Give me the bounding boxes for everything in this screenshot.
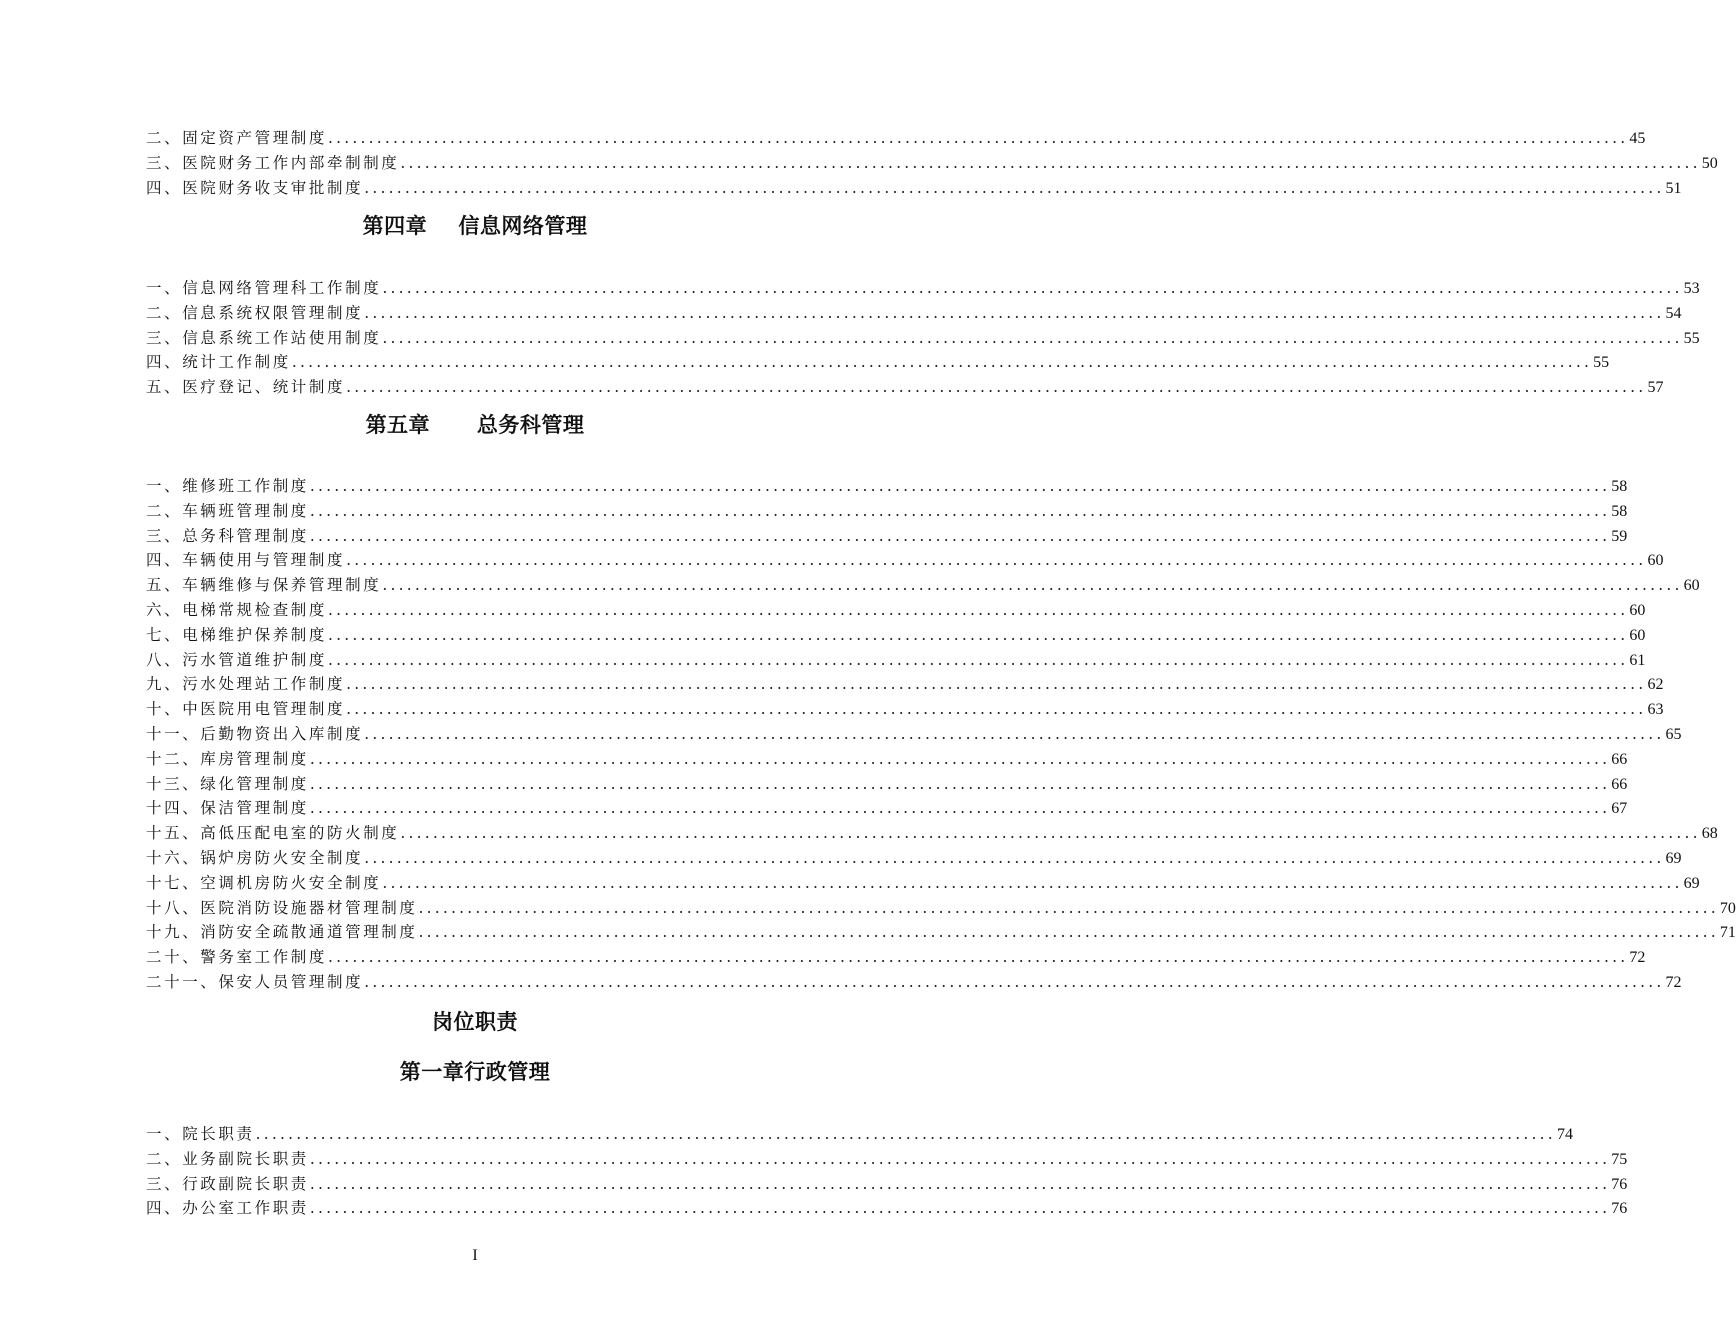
toc-entry[interactable] [146, 151, 1718, 176]
toc-leader-dots: ................................................................................................................................................................ [328, 625, 1629, 644]
toc-leader-dots: ................................................................................................................................................................ [382, 279, 1683, 297]
toc-entry-page: 50 [1701, 154, 1718, 172]
toc-leader-dots: ................................................................................................................................................................ [400, 824, 1701, 843]
toc-entry-title: 九、污水处理站工作制度 [146, 675, 346, 694]
toc-entry-title: 七、电梯维护保养制度 [146, 625, 328, 644]
toc-entry[interactable] [146, 970, 1682, 995]
toc-entry-title: 十八、医院消防设施器材管理制度 [146, 898, 418, 917]
toc-entry[interactable] [146, 524, 1628, 549]
toc-entry-title: 二、业务副院长职责 [146, 1149, 309, 1168]
toc-entry-title: 五、车辆维修与保养管理制度 [146, 576, 382, 595]
toc-leader-dots: ................................................................................................................................................................ [382, 328, 1683, 347]
toc-entry-title: 十五、高低压配电室的防火制度 [146, 824, 400, 843]
toc-leader-dots: ................................................................................................................................................................ [309, 799, 1611, 818]
toc-list-duties [146, 1122, 1628, 1221]
toc-entry[interactable] [146, 871, 1700, 896]
toc-entry-title: 三、行政副院长职责 [146, 1174, 309, 1193]
toc-entry-page: 55 [1593, 354, 1610, 372]
toc-entry-title: 三、医院财务工作内部牵制制度 [146, 153, 400, 172]
toc-entry-title: 四、办公室工作职责 [146, 1199, 309, 1218]
toc-entry[interactable] [146, 276, 1700, 301]
toc-entry-page: 61 [1629, 651, 1646, 669]
toc-entry[interactable] [146, 846, 1682, 871]
toc-entry[interactable] [146, 772, 1628, 797]
toc-entry-title: 一、维修班工作制度 [146, 477, 309, 495]
toc-entry-title: 二十一、保安人员管理制度 [146, 972, 364, 991]
toc-leader-dots: ................................................................................................................................................................ [309, 501, 1611, 520]
toc-entry[interactable] [146, 474, 1628, 499]
toc-leader-dots: ................................................................................................................................................................ [328, 948, 1629, 967]
toc-entry-page: 62 [1647, 676, 1664, 694]
toc-leader-dots: ................................................................................................................................................................ [309, 526, 1611, 545]
toc-leader-dots: ................................................................................................................................................................ [418, 898, 1719, 917]
toc-entry-title: 五、医疗登记、统计制度 [146, 378, 346, 397]
chapter-heading-4: 第四章 信息网络管理 [362, 214, 588, 238]
toc-entry-page: 45 [1629, 130, 1646, 147]
toc-entry-page: 60 [1629, 626, 1646, 644]
toc-leader-dots: ................................................................................................................................................................ [291, 353, 1593, 372]
toc-entry-title: 二十、警务室工作制度 [146, 948, 328, 967]
toc-entry-title: 四、车辆使用与管理制度 [146, 551, 346, 570]
toc-entry[interactable] [146, 796, 1628, 821]
toc-entry-title: 八、污水管道维护制度 [146, 650, 328, 669]
toc-entry[interactable] [146, 1122, 1573, 1147]
toc-leader-dots: ................................................................................................................................................................ [364, 972, 1665, 991]
toc-entry-page: 75 [1611, 1150, 1628, 1168]
toc-entry-page: 51 [1665, 179, 1682, 197]
page-number: I [472, 1247, 478, 1264]
part-heading: 岗位职责 [432, 1010, 518, 1034]
toc-leader-dots: ................................................................................................................................................................ [364, 848, 1665, 867]
toc-entry-page: 60 [1647, 552, 1664, 570]
toc-leader-dots: ................................................................................................................................................................ [309, 477, 1611, 495]
toc-leader-dots: ................................................................................................................................................................ [309, 1149, 1611, 1168]
toc-entry[interactable] [146, 548, 1664, 573]
toc-leader-dots: ................................................................................................................................................................ [309, 1174, 1611, 1193]
toc-entry[interactable] [146, 920, 1736, 945]
toc-entry[interactable] [146, 301, 1682, 326]
toc-entry-title: 十三、绿化管理制度 [146, 774, 309, 793]
toc-entry[interactable] [146, 821, 1718, 846]
toc-entry-page: 65 [1665, 725, 1682, 743]
toc-entry[interactable] [146, 896, 1736, 921]
toc-entry-page: 76 [1611, 1200, 1628, 1218]
toc-entry[interactable] [146, 623, 1646, 648]
toc-leader-dots: ................................................................................................................................................................ [346, 551, 1647, 570]
toc-leader-dots: ................................................................................................................................................................ [328, 129, 1629, 147]
toc-leader-dots: ................................................................................................................................................................ [255, 1125, 1556, 1143]
toc-entry-page: 72 [1629, 949, 1646, 967]
toc-entry-title: 三、信息系统工作站使用制度 [146, 328, 382, 347]
toc-entry-page: 72 [1665, 973, 1682, 991]
toc-entry-title: 四、统计工作制度 [146, 353, 291, 372]
toc-entry-title: 二、信息系统权限管理制度 [146, 303, 364, 322]
toc-leader-dots: ................................................................................................................................................................ [346, 378, 1647, 397]
toc-leader-dots: ................................................................................................................................................................ [364, 724, 1665, 743]
toc-leader-dots: ................................................................................................................................................................ [328, 650, 1629, 669]
toc-entry-title: 一、信息网络管理科工作制度 [146, 279, 382, 297]
toc-list-chapter-5 [146, 474, 1736, 995]
toc-entry[interactable] [146, 1196, 1628, 1221]
toc-leader-dots: ................................................................................................................................................................ [364, 178, 1665, 197]
toc-entry-page: 74 [1556, 1126, 1573, 1143]
toc-entry-page: 69 [1665, 849, 1682, 867]
toc-entry-page: 70 [1719, 899, 1736, 917]
toc-leader-dots: ................................................................................................................................................................ [382, 873, 1683, 892]
toc-entry-title: 十二、库房管理制度 [146, 749, 309, 768]
toc-leader-dots: ................................................................................................................................................................ [400, 153, 1701, 172]
toc-entry[interactable] [146, 350, 1610, 375]
toc-entry[interactable] [146, 1172, 1628, 1197]
toc-entry-title: 一、院长职责 [146, 1125, 255, 1143]
toc-list-chapter-4 [146, 276, 1700, 400]
toc-entry-page: 60 [1683, 577, 1700, 595]
toc-leader-dots: ................................................................................................................................................................ [382, 576, 1683, 595]
toc-entry-title: 十六、锅炉房防火安全制度 [146, 848, 364, 867]
toc-entry-page: 58 [1611, 478, 1628, 495]
toc-entry[interactable] [146, 326, 1700, 351]
toc-entry-page: 67 [1611, 800, 1628, 818]
toc-entry[interactable] [146, 672, 1664, 697]
toc-entry[interactable] [146, 176, 1682, 201]
toc-entry-title: 三、总务科管理制度 [146, 526, 309, 545]
toc-entry-page: 63 [1647, 701, 1664, 719]
toc-entry[interactable] [146, 375, 1664, 400]
toc-entry-title: 二、固定资产管理制度 [146, 129, 328, 147]
toc-entry-title: 十四、保洁管理制度 [146, 799, 309, 818]
toc-entry-page: 53 [1683, 280, 1700, 297]
toc-leader-dots: ................................................................................................................................................................ [364, 303, 1665, 322]
chapter-heading-1: 第一章行政管理 [399, 1060, 551, 1084]
toc-entry[interactable] [146, 499, 1628, 524]
toc-entry-title: 十、中医院用电管理制度 [146, 700, 346, 719]
toc-leader-dots: ................................................................................................................................................................ [346, 700, 1647, 719]
toc-leader-dots: ................................................................................................................................................................ [309, 749, 1611, 768]
toc-entry-page: 60 [1629, 601, 1646, 619]
toc-entry[interactable] [146, 573, 1700, 598]
toc-entry[interactable] [146, 598, 1646, 623]
toc-leader-dots: ................................................................................................................................................................ [346, 675, 1647, 694]
toc-entry[interactable] [146, 747, 1628, 772]
toc-entry-page: 55 [1683, 329, 1700, 347]
toc-leader-dots: ................................................................................................................................................................ [309, 774, 1611, 793]
toc-entry-title: 二、车辆班管理制度 [146, 501, 309, 520]
chapter-heading-5: 第五章 总务科管理 [365, 413, 585, 437]
toc-entry-title: 十七、空调机房防火安全制度 [146, 873, 382, 892]
toc-entry[interactable] [146, 126, 1646, 151]
toc-entry-page: 57 [1647, 379, 1664, 397]
toc-entry-page: 69 [1683, 874, 1700, 892]
toc-entry-page: 68 [1701, 825, 1718, 843]
toc-entry[interactable] [146, 648, 1646, 673]
toc-entry-page: 66 [1611, 750, 1628, 768]
toc-entry-title: 四、医院财务收支审批制度 [146, 178, 364, 197]
toc-entry-title: 十一、后勤物资出入库制度 [146, 724, 364, 743]
toc-leader-dots: ................................................................................................................................................................ [328, 600, 1629, 619]
toc-entry-page: 58 [1611, 502, 1628, 520]
toc-leader-dots: ................................................................................................................................................................ [309, 1199, 1611, 1218]
toc-entry-page: 76 [1611, 1175, 1628, 1193]
toc-entry[interactable] [146, 697, 1664, 722]
toc-list-finance [146, 126, 1718, 200]
toc-entry[interactable] [146, 945, 1646, 970]
toc-entry-page: 54 [1665, 304, 1682, 322]
toc-entry-page: 71 [1719, 924, 1736, 942]
toc-entry-title: 十九、消防安全疏散通道管理制度 [146, 923, 418, 942]
toc-entry-page: 66 [1611, 775, 1628, 793]
toc-leader-dots: ................................................................................................................................................................ [418, 923, 1719, 942]
toc-entry[interactable] [146, 1147, 1628, 1172]
toc-entry[interactable] [146, 722, 1682, 747]
toc-entry-page: 59 [1611, 527, 1628, 545]
toc-entry-title: 六、电梯常规检查制度 [146, 600, 328, 619]
